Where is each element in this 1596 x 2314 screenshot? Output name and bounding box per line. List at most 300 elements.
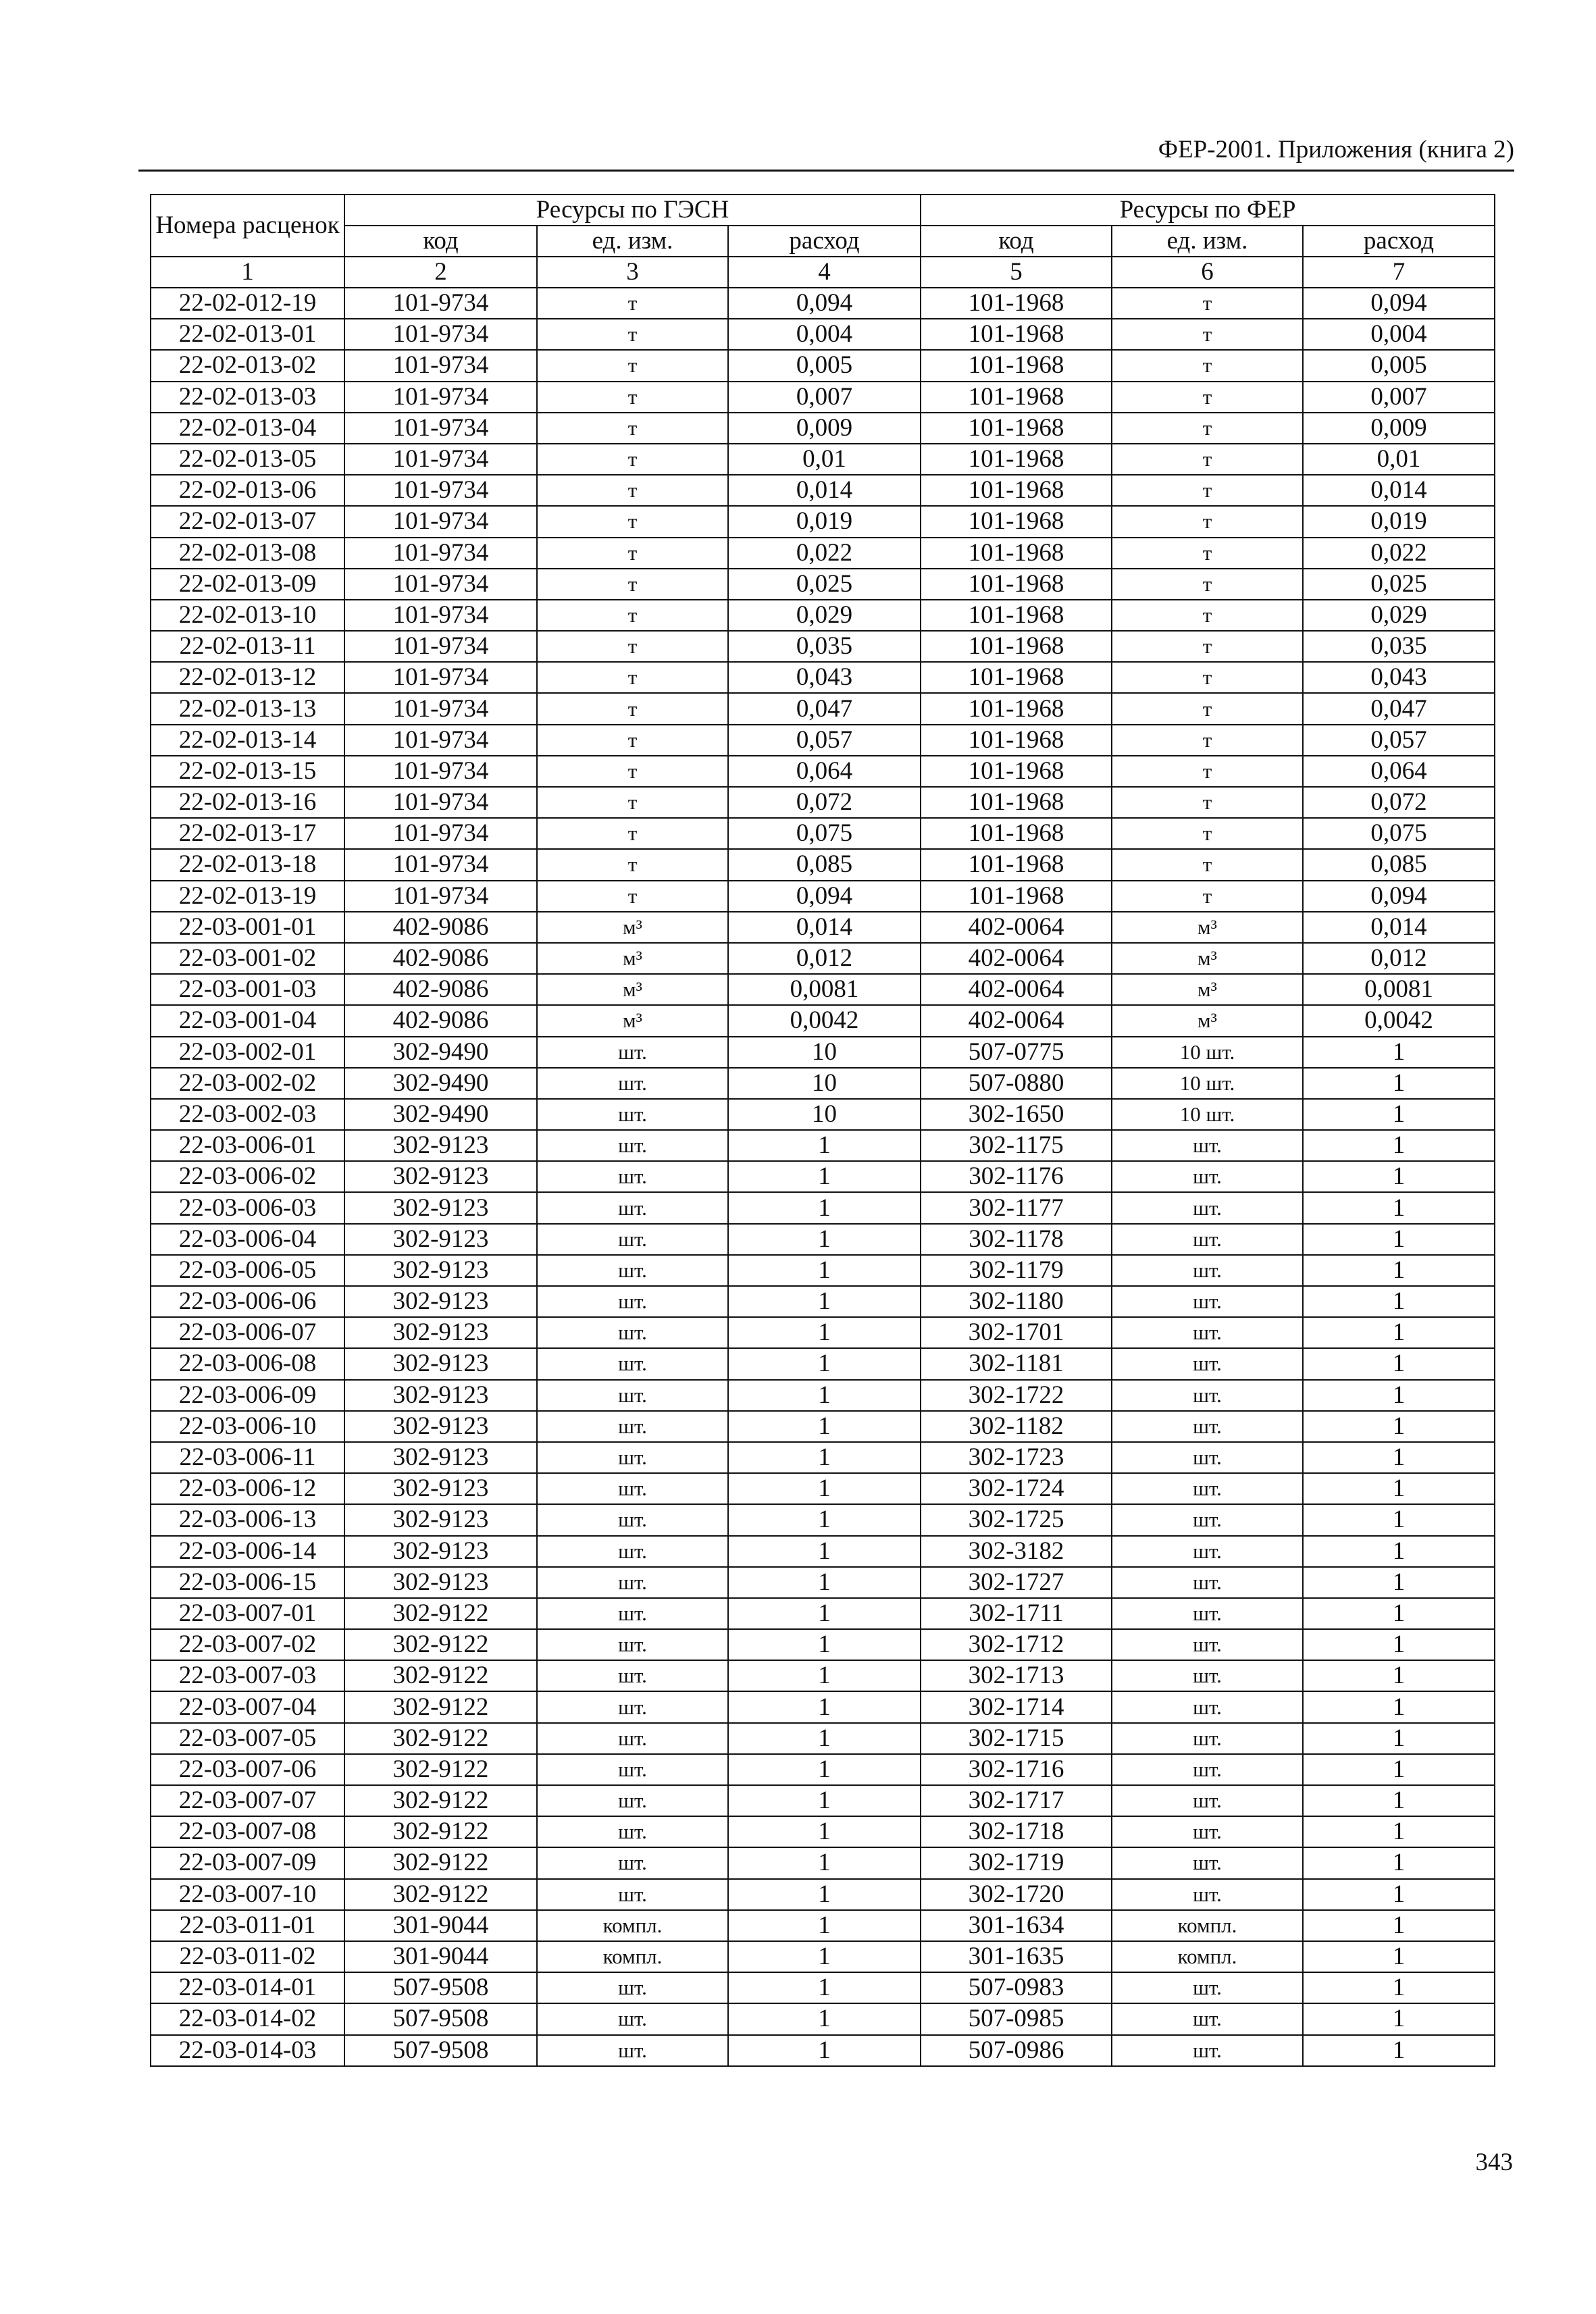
gesn-unit-cell: шт. — [537, 1161, 728, 1192]
fer-code-cell: 101-1968 — [921, 475, 1112, 506]
column-number: 3 — [537, 257, 728, 288]
fer-amount-cell: 0,075 — [1303, 818, 1495, 849]
gesn-unit-cell: т — [537, 849, 728, 880]
gesn-code-cell: 101-9734 — [344, 631, 537, 662]
rate-number-cell: 22-02-013-11 — [151, 631, 344, 662]
fer-code-cell: 302-1724 — [921, 1473, 1112, 1504]
fer-unit-cell: шт. — [1112, 1411, 1303, 1442]
gesn-unit-cell: шт. — [537, 1691, 728, 1722]
gesn-code-cell: 302-9123 — [344, 1504, 537, 1535]
gesn-code-cell: 302-9122 — [344, 1879, 537, 1910]
fer-code-cell: 507-0983 — [921, 1972, 1112, 2003]
fer-amount-cell: 1 — [1303, 1348, 1495, 1379]
table-row — [151, 1691, 1495, 1722]
gesn-unit-cell: шт. — [537, 1442, 728, 1473]
gesn-amount-cell: 1 — [728, 2003, 921, 2034]
gesn-code-cell: 101-9734 — [344, 319, 537, 350]
table-row — [151, 413, 1495, 444]
fer-code-cell: 101-1968 — [921, 538, 1112, 569]
rate-number-cell: 22-03-001-03 — [151, 974, 344, 1005]
gesn-code-cell: 302-9123 — [344, 1161, 537, 1192]
rate-number-cell: 22-02-013-10 — [151, 600, 344, 631]
gesn-amount-cell: 0,019 — [728, 506, 921, 537]
table-row — [151, 600, 1495, 631]
fer-code-cell: 302-1715 — [921, 1723, 1112, 1754]
gesn-unit-cell: т — [537, 693, 728, 724]
fer-amount-cell: 1 — [1303, 1380, 1495, 1411]
gesn-code-cell: 302-9122 — [344, 1816, 537, 1847]
table-row — [151, 319, 1495, 350]
gesn-code-cell: 507-9508 — [344, 1972, 537, 2003]
gesn-amount-cell: 0,012 — [728, 943, 921, 974]
header-rate-numbers: Номера расценок — [151, 195, 344, 257]
fer-amount-cell: 1 — [1303, 1785, 1495, 1816]
gesn-code-cell: 302-9122 — [344, 1629, 537, 1660]
gesn-code-cell: 302-9123 — [344, 1473, 537, 1504]
gesn-unit-cell: т — [537, 662, 728, 693]
column-number-row — [151, 257, 1495, 288]
fer-amount-cell: 0,014 — [1303, 475, 1495, 506]
table-row — [151, 1099, 1495, 1130]
column-number: 2 — [344, 257, 537, 288]
gesn-code-cell: 101-9734 — [344, 538, 537, 569]
gesn-code-cell: 302-9122 — [344, 1754, 537, 1785]
rate-number-cell: 22-02-013-01 — [151, 319, 344, 350]
fer-code-cell: 302-1175 — [921, 1130, 1112, 1161]
gesn-code-cell: 507-9508 — [344, 2003, 537, 2034]
table-row — [151, 787, 1495, 818]
fer-unit-cell: шт. — [1112, 1286, 1303, 1317]
fer-code-cell: 101-1968 — [921, 319, 1112, 350]
gesn-amount-cell: 1 — [728, 1380, 921, 1411]
fer-code-cell: 101-1968 — [921, 350, 1112, 381]
fer-amount-cell: 1 — [1303, 1567, 1495, 1598]
gesn-amount-cell: 10 — [728, 1068, 921, 1099]
fer-amount-cell: 0,01 — [1303, 444, 1495, 475]
gesn-code-cell: 302-9490 — [344, 1068, 537, 1099]
gesn-amount-cell: 0,064 — [728, 756, 921, 787]
gesn-code-cell: 101-9734 — [344, 350, 537, 381]
fer-amount-cell: 1 — [1303, 1504, 1495, 1535]
rate-number-cell: 22-03-011-02 — [151, 1941, 344, 1972]
fer-amount-cell: 1 — [1303, 2003, 1495, 2034]
fer-unit-cell: шт. — [1112, 1567, 1303, 1598]
fer-unit-cell: шт. — [1112, 1785, 1303, 1816]
fer-code-cell: 101-1968 — [921, 444, 1112, 475]
fer-unit-cell: шт. — [1112, 1130, 1303, 1161]
gesn-amount-cell: 0,043 — [728, 662, 921, 693]
rate-number-cell: 22-03-006-09 — [151, 1380, 344, 1411]
fer-amount-cell: 0,022 — [1303, 538, 1495, 569]
fer-amount-cell: 0,094 — [1303, 288, 1495, 319]
fer-code-cell: 302-1180 — [921, 1286, 1112, 1317]
table-row — [151, 943, 1495, 974]
gesn-code-cell: 302-9123 — [344, 1348, 537, 1379]
gesn-code-cell: 302-9123 — [344, 1411, 537, 1442]
fer-unit-cell: т — [1112, 756, 1303, 787]
table-row — [151, 1255, 1495, 1286]
gesn-code-cell: 302-9122 — [344, 1723, 537, 1754]
rate-number-cell: 22-03-006-14 — [151, 1536, 344, 1567]
rate-number-cell: 22-02-013-12 — [151, 662, 344, 693]
fer-unit-cell: т — [1112, 444, 1303, 475]
fer-unit-cell: шт. — [1112, 1816, 1303, 1847]
gesn-amount-cell: 0,035 — [728, 631, 921, 662]
gesn-unit-cell: шт. — [537, 1317, 728, 1348]
table-row — [151, 1037, 1495, 1068]
gesn-unit-cell: т — [537, 818, 728, 849]
gesn-unit-cell: компл. — [537, 1910, 728, 1941]
table-row — [151, 1068, 1495, 1099]
fer-unit-cell: т — [1112, 725, 1303, 756]
gesn-code-cell: 302-9123 — [344, 1192, 537, 1223]
gesn-code-cell: 101-9734 — [344, 506, 537, 537]
fer-code-cell: 402-0064 — [921, 943, 1112, 974]
fer-amount-cell: 1 — [1303, 1411, 1495, 1442]
gesn-amount-cell: 1 — [728, 1317, 921, 1348]
rate-number-cell: 22-03-002-02 — [151, 1068, 344, 1099]
gesn-unit-cell: шт. — [537, 1286, 728, 1317]
rate-number-cell: 22-03-007-04 — [151, 1691, 344, 1722]
gesn-amount-cell: 1 — [728, 1879, 921, 1910]
gesn-code-cell: 302-9122 — [344, 1785, 537, 1816]
rate-number-cell: 22-02-013-17 — [151, 818, 344, 849]
table-row — [151, 569, 1495, 600]
gesn-amount-cell: 1 — [728, 1255, 921, 1286]
fer-amount-cell: 1 — [1303, 2035, 1495, 2066]
gesn-amount-cell: 10 — [728, 1037, 921, 1068]
table-row — [151, 1224, 1495, 1255]
table-row — [151, 350, 1495, 381]
table-row — [151, 756, 1495, 787]
page-number: 343 — [1475, 2149, 1513, 2176]
fer-amount-cell: 0,057 — [1303, 725, 1495, 756]
fer-unit-cell: т — [1112, 319, 1303, 350]
fer-unit-cell: т — [1112, 382, 1303, 413]
fer-unit-cell: м³ — [1112, 943, 1303, 974]
column-number: 7 — [1303, 257, 1495, 288]
fer-unit-cell: шт. — [1112, 1598, 1303, 1629]
table-row — [151, 1536, 1495, 1567]
gesn-unit-cell: шт. — [537, 1567, 728, 1598]
fer-unit-cell: шт. — [1112, 1660, 1303, 1691]
fer-amount-cell: 1 — [1303, 1754, 1495, 1785]
fer-amount-cell: 0,019 — [1303, 506, 1495, 537]
gesn-amount-cell: 1 — [728, 1286, 921, 1317]
fer-amount-cell: 0,085 — [1303, 849, 1495, 880]
gesn-code-cell: 101-9734 — [344, 600, 537, 631]
gesn-unit-cell: шт. — [537, 1598, 728, 1629]
gesn-unit-cell: шт. — [537, 1754, 728, 1785]
table-row — [151, 1473, 1495, 1504]
rate-number-cell: 22-03-007-01 — [151, 1598, 344, 1629]
fer-code-cell: 302-1177 — [921, 1192, 1112, 1223]
gesn-unit-cell: м³ — [537, 912, 728, 943]
fer-unit-cell: шт. — [1112, 1536, 1303, 1567]
gesn-amount-cell: 1 — [728, 1629, 921, 1660]
gesn-amount-cell: 1 — [728, 1847, 921, 1878]
fer-unit-cell: т — [1112, 506, 1303, 537]
fer-unit-cell: т — [1112, 849, 1303, 880]
fer-code-cell: 302-1712 — [921, 1629, 1112, 1660]
gesn-code-cell: 101-9734 — [344, 569, 537, 600]
table-row — [151, 475, 1495, 506]
gesn-code-cell: 301-9044 — [344, 1910, 537, 1941]
fer-code-cell: 302-1727 — [921, 1567, 1112, 1598]
header-fer-amount: расход — [1303, 226, 1495, 257]
rate-number-cell: 22-03-006-12 — [151, 1473, 344, 1504]
table-row — [151, 382, 1495, 413]
fer-code-cell: 302-1714 — [921, 1691, 1112, 1722]
gesn-unit-cell: шт. — [537, 1099, 728, 1130]
gesn-unit-cell: т — [537, 881, 728, 912]
table-row — [151, 818, 1495, 849]
gesn-amount-cell: 0,005 — [728, 350, 921, 381]
fer-code-cell: 507-0880 — [921, 1068, 1112, 1099]
gesn-amount-cell: 10 — [728, 1099, 921, 1130]
rate-number-cell: 22-03-007-02 — [151, 1629, 344, 1660]
fer-code-cell: 101-1968 — [921, 288, 1112, 319]
header-fer-unit: ед. изм. — [1112, 226, 1303, 257]
gesn-amount-cell: 1 — [728, 2035, 921, 2066]
gesn-code-cell: 402-9086 — [344, 974, 537, 1005]
gesn-code-cell: 101-9734 — [344, 444, 537, 475]
fer-code-cell: 402-0064 — [921, 912, 1112, 943]
table-row — [151, 1910, 1495, 1941]
gesn-unit-cell: шт. — [537, 1130, 728, 1161]
table-row — [151, 1348, 1495, 1379]
fer-code-cell: 101-1968 — [921, 756, 1112, 787]
gesn-unit-cell: м³ — [537, 1005, 728, 1036]
fer-amount-cell: 0,0081 — [1303, 974, 1495, 1005]
resources-table — [150, 194, 1495, 2067]
gesn-unit-cell: т — [537, 631, 728, 662]
fer-amount-cell: 1 — [1303, 1099, 1495, 1130]
fer-code-cell: 302-1723 — [921, 1442, 1112, 1473]
gesn-amount-cell: 0,057 — [728, 725, 921, 756]
fer-code-cell: 302-1720 — [921, 1879, 1112, 1910]
fer-unit-cell: т — [1112, 631, 1303, 662]
fer-code-cell: 302-1719 — [921, 1847, 1112, 1878]
fer-amount-cell: 1 — [1303, 1255, 1495, 1286]
gesn-unit-cell: шт. — [537, 1380, 728, 1411]
fer-code-cell: 101-1968 — [921, 382, 1112, 413]
gesn-unit-cell: шт. — [537, 1224, 728, 1255]
gesn-unit-cell: т — [537, 319, 728, 350]
gesn-unit-cell: шт. — [537, 1348, 728, 1379]
fer-amount-cell: 1 — [1303, 1972, 1495, 2003]
gesn-unit-cell: т — [537, 506, 728, 537]
table-row — [151, 725, 1495, 756]
table-row — [151, 538, 1495, 569]
fer-amount-cell: 0,072 — [1303, 787, 1495, 818]
fer-amount-cell: 1 — [1303, 1598, 1495, 1629]
fer-unit-cell: т — [1112, 288, 1303, 319]
gesn-code-cell: 302-9123 — [344, 1380, 537, 1411]
table-row — [151, 1161, 1495, 1192]
table-row — [151, 1504, 1495, 1535]
gesn-amount-cell: 0,075 — [728, 818, 921, 849]
fer-code-cell: 402-0064 — [921, 1005, 1112, 1036]
gesn-unit-cell: шт. — [537, 1037, 728, 1068]
fer-amount-cell: 1 — [1303, 1192, 1495, 1223]
table-row — [151, 506, 1495, 537]
fer-code-cell: 302-1718 — [921, 1816, 1112, 1847]
header-rule — [138, 170, 1514, 172]
gesn-code-cell: 101-9734 — [344, 413, 537, 444]
table-row — [151, 631, 1495, 662]
fer-code-cell: 302-1650 — [921, 1099, 1112, 1130]
fer-code-cell: 101-1968 — [921, 725, 1112, 756]
gesn-unit-cell: шт. — [537, 1192, 728, 1223]
fer-amount-cell: 0,047 — [1303, 693, 1495, 724]
fer-unit-cell: шт. — [1112, 1348, 1303, 1379]
fer-unit-cell: т — [1112, 818, 1303, 849]
fer-amount-cell: 1 — [1303, 1723, 1495, 1754]
gesn-amount-cell: 0,094 — [728, 881, 921, 912]
table-row — [151, 2003, 1495, 2034]
gesn-amount-cell: 0,0042 — [728, 1005, 921, 1036]
gesn-unit-cell: шт. — [537, 1629, 728, 1660]
gesn-amount-cell: 0,072 — [728, 787, 921, 818]
fer-amount-cell: 1 — [1303, 1442, 1495, 1473]
fer-amount-cell: 0,0042 — [1303, 1005, 1495, 1036]
fer-amount-cell: 0,007 — [1303, 382, 1495, 413]
gesn-unit-cell: т — [537, 413, 728, 444]
fer-code-cell: 302-1181 — [921, 1348, 1112, 1379]
gesn-code-cell: 402-9086 — [344, 943, 537, 974]
fer-code-cell: 302-1711 — [921, 1598, 1112, 1629]
gesn-amount-cell: 1 — [728, 1816, 921, 1847]
rate-number-cell: 22-03-001-04 — [151, 1005, 344, 1036]
fer-unit-cell: шт. — [1112, 1224, 1303, 1255]
gesn-unit-cell: т — [537, 444, 728, 475]
fer-code-cell: 507-0986 — [921, 2035, 1112, 2066]
gesn-amount-cell: 0,029 — [728, 600, 921, 631]
header-gesn-amount: расход — [728, 226, 921, 257]
gesn-code-cell: 101-9734 — [344, 693, 537, 724]
gesn-unit-cell: шт. — [537, 1536, 728, 1567]
gesn-unit-cell: шт. — [537, 1504, 728, 1535]
fer-code-cell: 302-3182 — [921, 1536, 1112, 1567]
table-row — [151, 881, 1495, 912]
rate-number-cell: 22-03-006-07 — [151, 1317, 344, 1348]
fer-code-cell: 302-1717 — [921, 1785, 1112, 1816]
table-row — [151, 849, 1495, 880]
gesn-unit-cell: шт. — [537, 1816, 728, 1847]
rate-number-cell: 22-02-013-02 — [151, 350, 344, 381]
fer-unit-cell: шт. — [1112, 1473, 1303, 1504]
gesn-unit-cell: шт. — [537, 2003, 728, 2034]
fer-amount-cell: 1 — [1303, 1660, 1495, 1691]
gesn-amount-cell: 1 — [728, 1754, 921, 1785]
gesn-unit-cell: т — [537, 475, 728, 506]
gesn-code-cell: 302-9490 — [344, 1037, 537, 1068]
gesn-code-cell: 302-9122 — [344, 1660, 537, 1691]
fer-unit-cell: м³ — [1112, 1005, 1303, 1036]
fer-code-cell: 101-1968 — [921, 413, 1112, 444]
gesn-amount-cell: 1 — [728, 1192, 921, 1223]
header-group-gesn: Ресурсы по ГЭСН — [344, 195, 921, 226]
column-number: 1 — [151, 257, 344, 288]
fer-code-cell: 302-1701 — [921, 1317, 1112, 1348]
fer-code-cell: 101-1968 — [921, 849, 1112, 880]
gesn-code-cell: 302-9122 — [344, 1847, 537, 1878]
header-fer-code: код — [921, 226, 1112, 257]
gesn-amount-cell: 1 — [728, 1504, 921, 1535]
rate-number-cell: 22-03-007-06 — [151, 1754, 344, 1785]
gesn-unit-cell: т — [537, 538, 728, 569]
gesn-unit-cell: шт. — [537, 1847, 728, 1878]
header-gesn-code: код — [344, 226, 537, 257]
gesn-amount-cell: 0,085 — [728, 849, 921, 880]
fer-amount-cell: 1 — [1303, 1068, 1495, 1099]
fer-code-cell: 302-1182 — [921, 1411, 1112, 1442]
gesn-amount-cell: 0,014 — [728, 912, 921, 943]
rate-number-cell: 22-03-014-01 — [151, 1972, 344, 2003]
gesn-unit-cell: шт. — [537, 1660, 728, 1691]
fer-unit-cell: т — [1112, 569, 1303, 600]
fer-amount-cell: 1 — [1303, 1847, 1495, 1878]
gesn-amount-cell: 0,094 — [728, 288, 921, 319]
fer-code-cell: 101-1968 — [921, 600, 1112, 631]
fer-amount-cell: 0,035 — [1303, 631, 1495, 662]
fer-unit-cell: шт. — [1112, 1691, 1303, 1722]
fer-unit-cell: т — [1112, 413, 1303, 444]
fer-amount-cell: 1 — [1303, 1473, 1495, 1504]
fer-unit-cell: компл. — [1112, 1910, 1303, 1941]
gesn-unit-cell: т — [537, 569, 728, 600]
fer-unit-cell: т — [1112, 475, 1303, 506]
fer-unit-cell: шт. — [1112, 1380, 1303, 1411]
gesn-amount-cell: 0,004 — [728, 319, 921, 350]
gesn-code-cell: 302-9490 — [344, 1099, 537, 1130]
gesn-code-cell: 101-9734 — [344, 881, 537, 912]
fer-amount-cell: 0,025 — [1303, 569, 1495, 600]
rate-number-cell: 22-03-007-08 — [151, 1816, 344, 1847]
table-row — [151, 1567, 1495, 1598]
fer-unit-cell: шт. — [1112, 1879, 1303, 1910]
rate-number-cell: 22-03-007-05 — [151, 1723, 344, 1754]
fer-amount-cell: 1 — [1303, 1317, 1495, 1348]
gesn-unit-cell: шт. — [537, 1723, 728, 1754]
fer-unit-cell: шт. — [1112, 1754, 1303, 1785]
table-row — [151, 2035, 1495, 2066]
gesn-amount-cell: 1 — [728, 1224, 921, 1255]
table-row — [151, 1660, 1495, 1691]
rate-number-cell: 22-02-013-09 — [151, 569, 344, 600]
fer-code-cell: 101-1968 — [921, 818, 1112, 849]
fer-amount-cell: 1 — [1303, 1910, 1495, 1941]
gesn-unit-cell: шт. — [537, 1068, 728, 1099]
table-row — [151, 1442, 1495, 1473]
gesn-amount-cell: 1 — [728, 1411, 921, 1442]
rate-number-cell: 22-03-002-01 — [151, 1037, 344, 1068]
gesn-amount-cell: 1 — [728, 1130, 921, 1161]
fer-amount-cell: 0,064 — [1303, 756, 1495, 787]
table-row — [151, 1286, 1495, 1317]
rate-number-cell: 22-02-013-06 — [151, 475, 344, 506]
gesn-unit-cell: шт. — [537, 1972, 728, 2003]
fer-amount-cell: 1 — [1303, 1130, 1495, 1161]
fer-unit-cell: 10 шт. — [1112, 1068, 1303, 1099]
fer-unit-cell: шт. — [1112, 1847, 1303, 1878]
gesn-code-cell: 301-9044 — [344, 1941, 537, 1972]
table-row — [151, 1411, 1495, 1442]
fer-code-cell: 101-1968 — [921, 693, 1112, 724]
gesn-amount-cell: 1 — [728, 1598, 921, 1629]
gesn-code-cell: 302-9123 — [344, 1224, 537, 1255]
